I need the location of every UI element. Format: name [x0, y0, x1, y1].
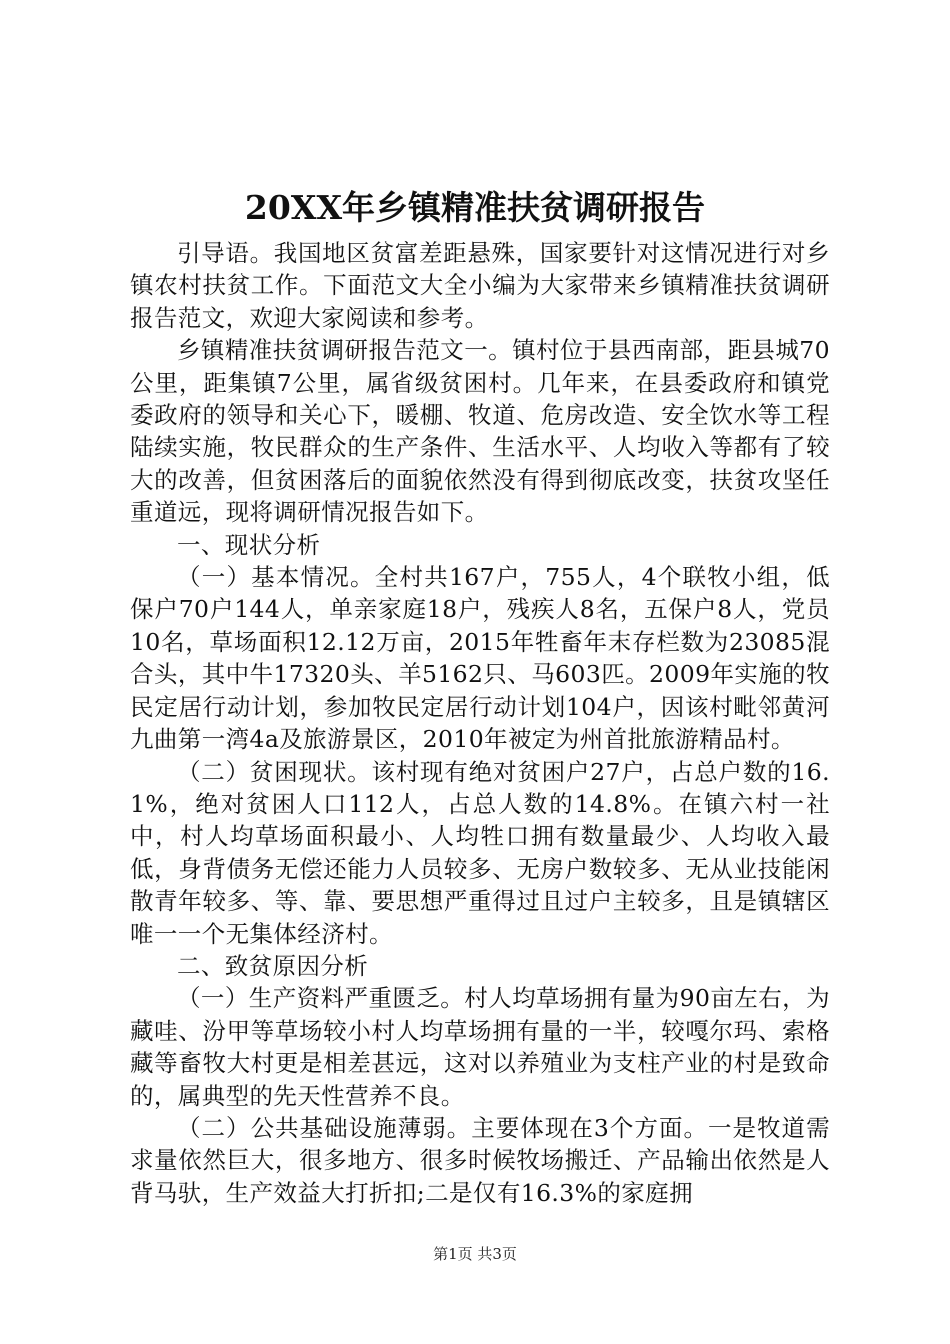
paragraph-intro: 引导语。我国地区贫富差距悬殊，国家要针对这情况进行对乡镇农村扶贫工作。下面范文大全小编为大家带来乡镇精准扶贫调研报告范文，欢迎大家阅读和参考。	[130, 239, 830, 332]
page-footer: 第1页 共3页	[433, 1245, 517, 1263]
paragraph-infrastructure: （二）公共基础设施薄弱。主要体现在3个方面。一是牧道需求量依然巨大，很多地方、很多时候牧场搬迁、产品输出依然是人背马驮，生产效益大打折扣;二是仅有16.3%的家庭拥	[130, 1113, 830, 1207]
paragraph-production-resources: （一）生产资料严重匮乏。村人均草场拥有量为90亩左右，为藏哇、汾甲等草场较小村人均草场拥有量的一半，较嘎尔玛、索格藏等畜牧大村更是相差甚远，这对以养殖业为支柱产业的村是致命的，属典型的先天性营养不良。	[130, 984, 830, 1110]
paragraph-basic-situation: （一）基本情况。全村共167户，755人，4个联牧小组，低保户70户144人，单亲家庭18户，残疾人8名，五保户8人，党员10名，草场面积12.12万亩，2015年牲畜年末存栏数为23085混合头，其中牛17320头、羊5162只、马603匹。2009年实施的牧民定居行动计划，参加牧民定居行动计划104户，因该村毗邻黄河九曲第一湾4a及旅游景区，2010年被定为州首批旅游精品村。	[130, 563, 830, 754]
paragraph-overview: 乡镇精准扶贫调研报告范文一。镇村位于县西南部，距县城70公里，距集镇7公里，属省级贫困村。几年来，在县委政府和镇党委政府的领导和关心下，暖棚、牧道、危房改造、安全饮水等工程陆续实施，牧民群众的生产条件、生活水平、人均收入等都有了较大的改善，但贫困落后的面貌依然没有得到彻底改变，扶贫攻坚任重道远，现将调研情况报告如下。	[130, 336, 830, 527]
section-heading-status: 一、现状分析	[177, 530, 321, 559]
document-title: 20XX年乡镇精准扶贫调研报告	[244, 188, 706, 227]
document-body	[130, 237, 830, 1209]
paragraph-poverty-status: （二）贫困现状。该村现有绝对贫困户27户，占总户数的16.1%，绝对贫困人口112人，占总人数的14.8%。在镇六村一社中，村人均草场面积最小、人均牲口拥有数量最少、人均收入最低，身背债务无偿还能力人员较多、无房户数较多、无从业技能闲散青年较多、等、靠、要思想严重得过且过户主较多，且是镇辖区唯一一个无集体经济村。	[130, 757, 830, 948]
section-heading-causes: 二、致贫原因分析	[177, 951, 369, 980]
